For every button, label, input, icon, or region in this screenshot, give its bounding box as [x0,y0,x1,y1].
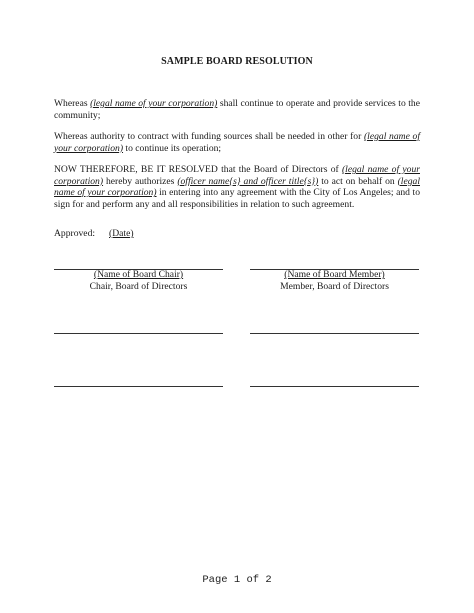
signature-block-chair [54,269,223,292]
paragraph-text: shall continue to operate and provide services to the community; [54,98,420,121]
page-number: Page 1 of 2 [202,574,272,586]
paragraph-text: NOW THEREFORE, BE IT RESOLVED that the Board of Directors of [54,164,342,175]
document-title: SAMPLE BOARD RESOLUTION [161,56,313,67]
corporation-name-placeholder: (legal name of your corporation) [54,164,420,187]
signer-role: Chair, Board of Directors [89,280,188,292]
signature-line [250,386,419,387]
approved-label: Approved: [54,228,96,239]
signature-line [54,333,223,334]
approved-date-placeholder: (Date) [109,228,134,239]
paragraph-text: hereby authorizes [103,175,178,187]
paragraph-text: Whereas [54,98,91,109]
paragraph-resolution [54,164,420,210]
paragraph-text: to act on behalf on [318,175,398,187]
paragraph-text: Whereas authority to contract with funding sources shall be needed in other for [54,131,364,142]
signer-role: Member, Board of Directors [280,280,389,292]
corporation-name-placeholder: (legal name of your corporation) [54,131,420,154]
officer-name-placeholder: (officer name{s} and officer title{s}) [177,175,319,187]
paragraph-whereas-services [54,98,420,121]
paragraph-whereas-authority [54,131,420,154]
approved-line [54,228,134,239]
signer-name-placeholder: (Name of Board Member) [284,269,385,280]
signer-name-placeholder: (Name of Board Chair) [93,269,184,280]
signature-block-member [250,269,419,292]
corporation-name-placeholder: (legal name of your corporation) [54,175,420,199]
signature-line [54,386,223,387]
paragraph-text: in entering into any agreement with the City of Los Angeles; and to sign for and perform any and all responsibilities in relation to such agreement. [54,187,421,210]
corporation-name-placeholder: (legal name of your corporation) [90,98,218,109]
signature-line [250,333,419,334]
paragraph-text: to continue its operation; [123,142,222,154]
